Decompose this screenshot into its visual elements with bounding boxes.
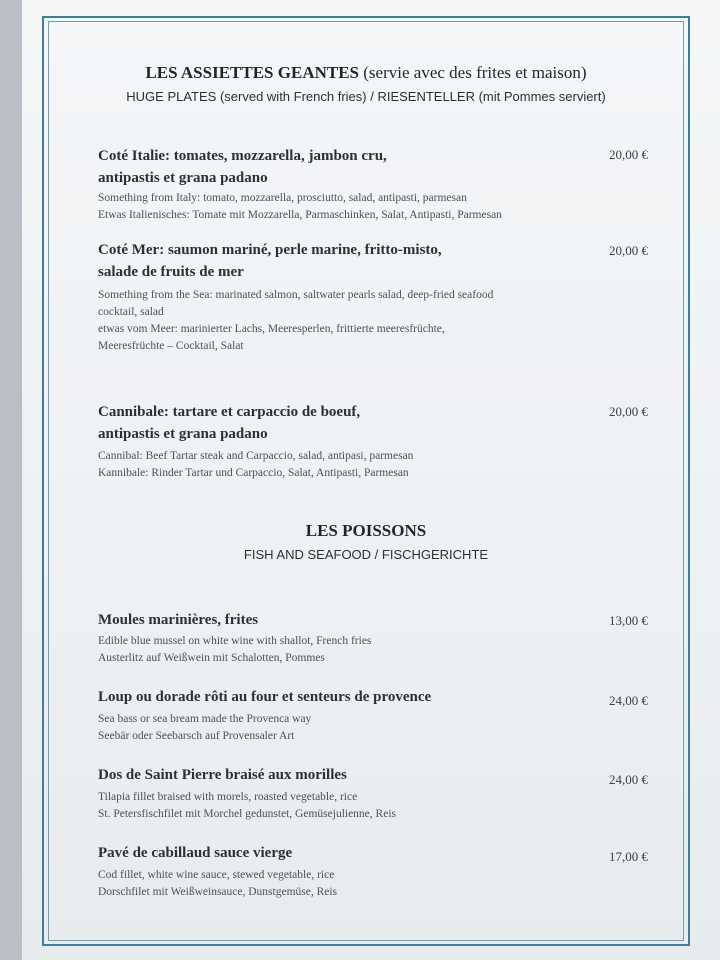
- menu-item-name: [98, 145, 568, 189]
- section-title-rest: (servie avec des frites et maison): [359, 63, 587, 82]
- menu-content: [48, 21, 684, 941]
- menu-item-price: 20,00 €: [609, 404, 648, 419]
- menu-item-description: [98, 287, 618, 355]
- menu-item-desc-line: Something from the Sea: marinated salmon, saltwater pearls salad, deep-fried seafood: [98, 289, 494, 301]
- menu-item-price: 24,00 €: [609, 693, 648, 708]
- menu-item-desc-line: Cod fillet, white wine sauce, stewed vegetable, rice: [98, 869, 335, 881]
- section-subtitle-poissons: FISH AND SEAFOOD / FISCHGERICHTE: [243, 547, 489, 562]
- section-title-caps: LES ASSIETTES GEANTES: [145, 63, 360, 82]
- menu-item-name-line: Coté Italie: tomates, mozzarella, jambon cru,: [98, 148, 387, 164]
- menu-item-price: 20,00 €: [609, 243, 648, 258]
- menu-item-price: 13,00 €: [609, 613, 648, 628]
- menu-item-price: 24,00 €: [609, 772, 648, 787]
- menu-item-name: [98, 764, 568, 786]
- section-title-poissons: [48, 521, 684, 541]
- menu-item-desc-line: Cannibal: Beef Tartar steak and Carpaccio, salad, antipasi, parmesan: [98, 450, 414, 462]
- menu-item-description: [98, 711, 618, 745]
- menu-item-desc-line: cocktail, salad: [98, 306, 164, 318]
- menu-item-name-line: antipastis et grana padano: [98, 426, 268, 442]
- menu-item-desc-line: Something from Italy: tomato, mozzarella, prosciutto, salad, antipasti, parmesan: [98, 192, 467, 204]
- menu-item-name: [98, 401, 568, 445]
- menu-item-description: [98, 448, 618, 482]
- menu-item-desc-line: Sea bass or sea bream made the Provenca way: [98, 713, 312, 725]
- menu-item-description: [98, 789, 618, 823]
- section-title-caps: LES POISSONS: [305, 521, 427, 540]
- menu-item-name-line: Coté Mer: saumon mariné, perle marine, fritto-misto,: [98, 242, 442, 258]
- menu-item-name-line: Pavé de cabillaud sauce vierge: [98, 845, 293, 861]
- menu-item-desc-line: Etwas Italienisches: Tomate mit Mozzarella, Parmaschinken, Salat, Antipasti, Parmesan: [98, 209, 502, 221]
- menu-item-name-line: Loup ou dorade rôti au four et senteurs de provence: [98, 689, 432, 705]
- menu-item-desc-line: etwas vom Meer: marinierter Lachs, Meeresperlen, frittierte meeresfrüchte,: [98, 323, 445, 335]
- menu-item-name-line: Cannibale: tartare et carpaccio de boeuf,: [98, 404, 361, 420]
- menu-item-desc-line: Edible blue mussel on white wine with shallot, French fries: [98, 635, 372, 647]
- menu-item-name-line: Moules marinières, frites: [98, 612, 259, 628]
- menu-item-desc-line: Kannibale: Rinder Tartar und Carpaccio, Salat, Antipasti, Parmesan: [98, 467, 409, 479]
- menu-item-name-line: antipastis et grana padano: [98, 170, 268, 186]
- menu-item-description: [98, 633, 618, 667]
- menu-item-name-line: salade de fruits de mer: [98, 264, 244, 280]
- menu-item-desc-line: Austerlitz auf Weißwein mit Schalotten, Pommes: [98, 652, 325, 664]
- menu-item-desc-line: St. Petersfischfilet mit Morchel gedunstet, Gemüsejulienne, Reis: [98, 808, 396, 820]
- menu-item-price: 20,00 €: [609, 147, 648, 162]
- menu-item-description: [98, 190, 618, 224]
- menu-item-name: [98, 842, 568, 864]
- menu-item-desc-line: Dorschfilet mit Weißweinsauce, Dunstgemüse, Reis: [98, 886, 338, 898]
- section-title-assiettes: [48, 63, 684, 83]
- section-subtitle-assiettes: HUGE PLATES (served with French fries) / RIESENTELLER (mit Pommes serviert): [126, 89, 606, 104]
- menu-item-desc-line: Seebär oder Seebarsch auf Provensaler Art: [98, 730, 295, 742]
- menu-item-name: [98, 686, 568, 708]
- menu-item-name: [98, 609, 568, 631]
- menu-item-description: [98, 867, 618, 901]
- menu-item-desc-line: Meeresfrüchte – Cocktail, Salat: [98, 340, 244, 352]
- menu-item-desc-line: Tilapia fillet braised with morels, roasted vegetable, rice: [98, 791, 358, 803]
- menu-item-name-line: Dos de Saint Pierre braisé aux morilles: [98, 767, 347, 783]
- menu-item-price: 17,00 €: [609, 849, 648, 864]
- menu-item-name: [98, 239, 568, 283]
